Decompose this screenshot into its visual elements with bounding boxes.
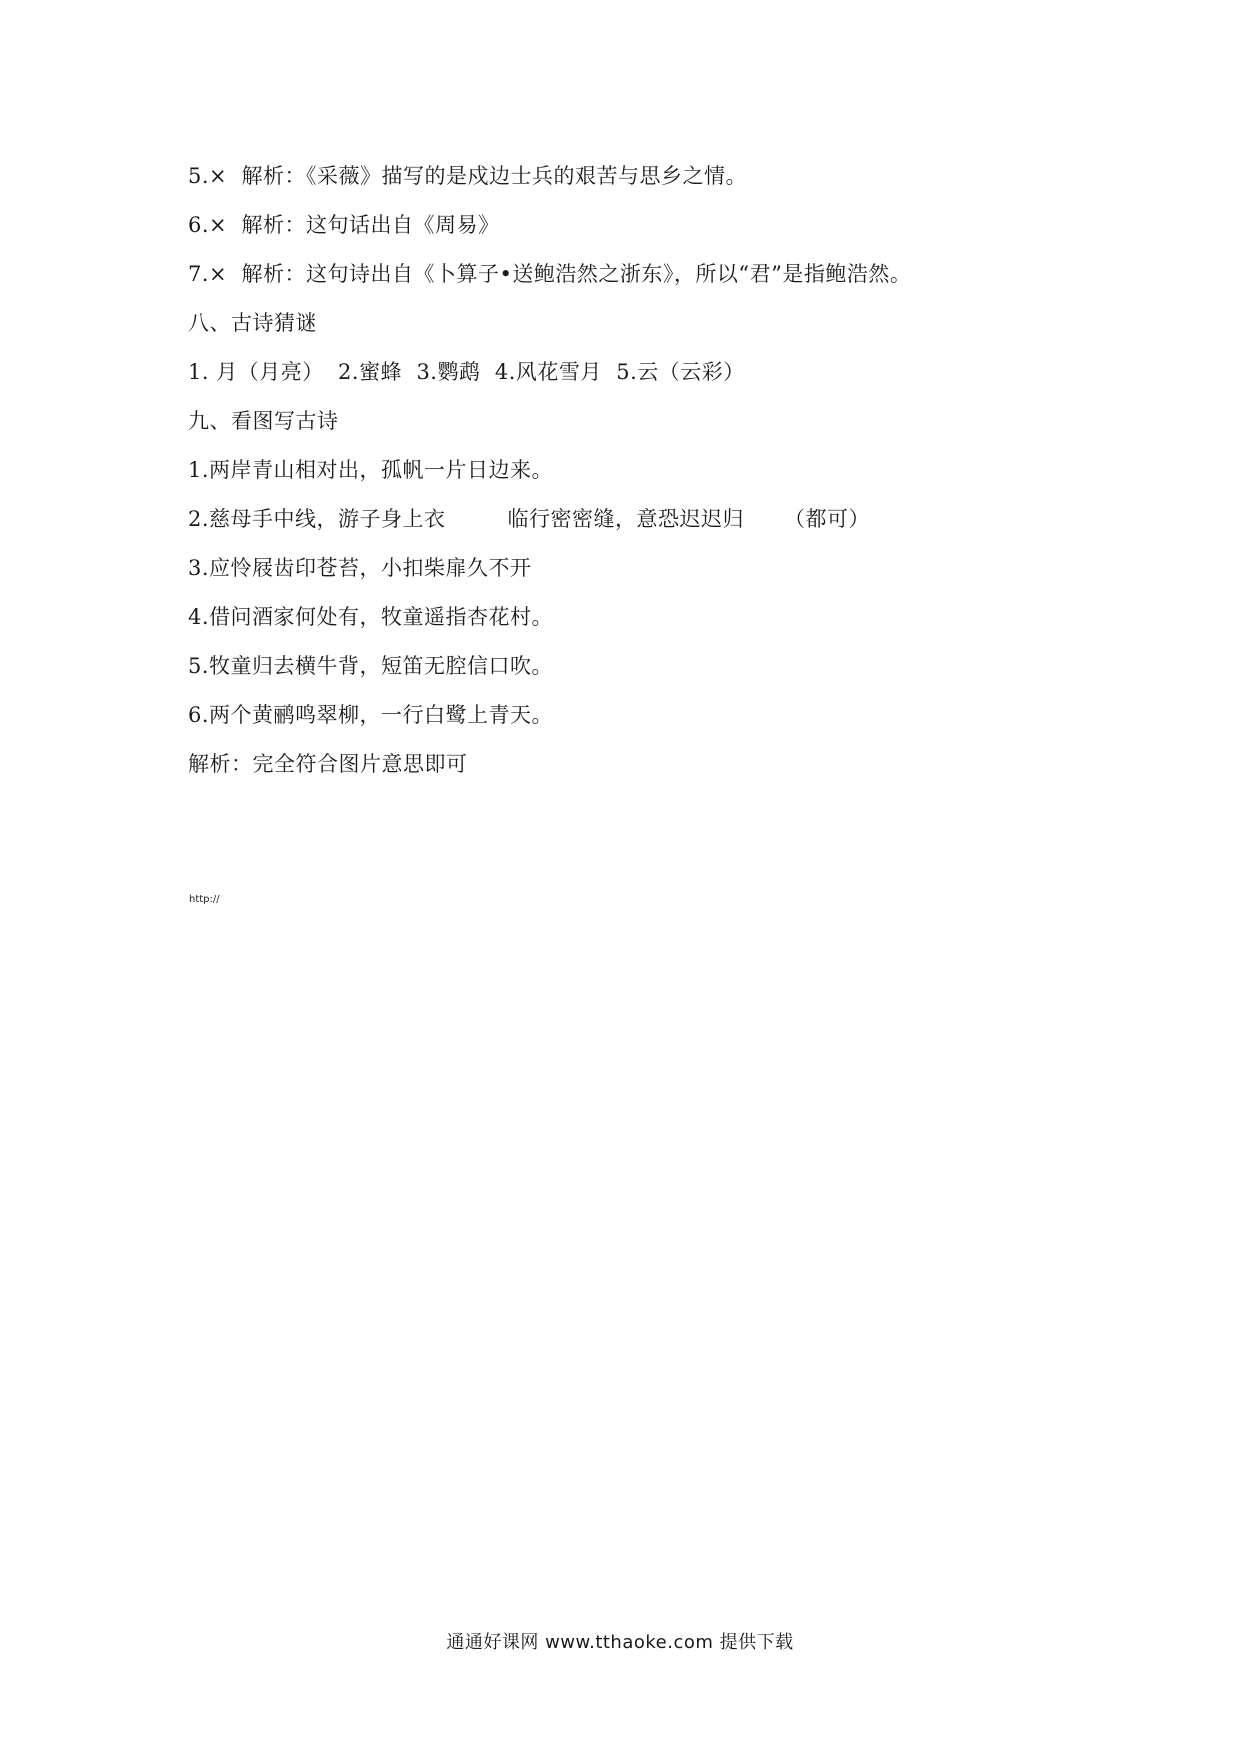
footer-credit: 通通好课网 www.tthaoke.com 提供下载 [446,1632,794,1653]
section-heading-picture-poems: 九、看图写古诗 [188,409,339,433]
poem-answer-2-part1: 2.慈母手中线，游子身上衣 [188,507,446,531]
section-heading-riddles: 八、古诗猜谜 [188,311,317,335]
poem-answer-1: 1.两岸青山相对出，孤帆一片日边来。 [188,458,554,482]
poem-answer-6: 6.两个黄鹂鸣翠柳，一行白鹭上青天。 [188,703,554,727]
answer-line-7: 7.× 解析：这句诗出自《卜算子•送鲍浩然之浙东》，所以“君”是指鲍浩然。 [188,262,912,286]
poem-answer-4: 4.借问酒家何处有，牧童遥指杏花村。 [188,605,554,629]
poem-answer-2-note: （都可） [784,507,871,531]
url-note: http:// [189,894,220,905]
poem-answer-3: 3.应怜屐齿印苍苔，小扣柴扉久不开 [188,556,532,580]
poem-answer-2-part2: 临行密密缝，意恐迟迟归 [507,507,745,531]
answer-line-6: 6.× 解析：这句话出自《周易》 [188,213,500,237]
answer-content [188,152,1088,789]
poem-answer-5: 5.牧童归去横牛背，短笛无腔信口吹。 [188,654,554,678]
answer-line-5: 5.× 解析：《采薇》描写的是戍边士兵的艰苦与思乡之情。 [188,164,747,188]
riddle-answers: 1. 月（月亮） 2.蜜蜂 3.鹦鹉 4.风花雪月 5.云（云彩） [188,360,745,384]
poem-analysis: 解析：完全符合图片意思即可 [188,752,468,776]
poem-answer-2 [188,495,1088,544]
